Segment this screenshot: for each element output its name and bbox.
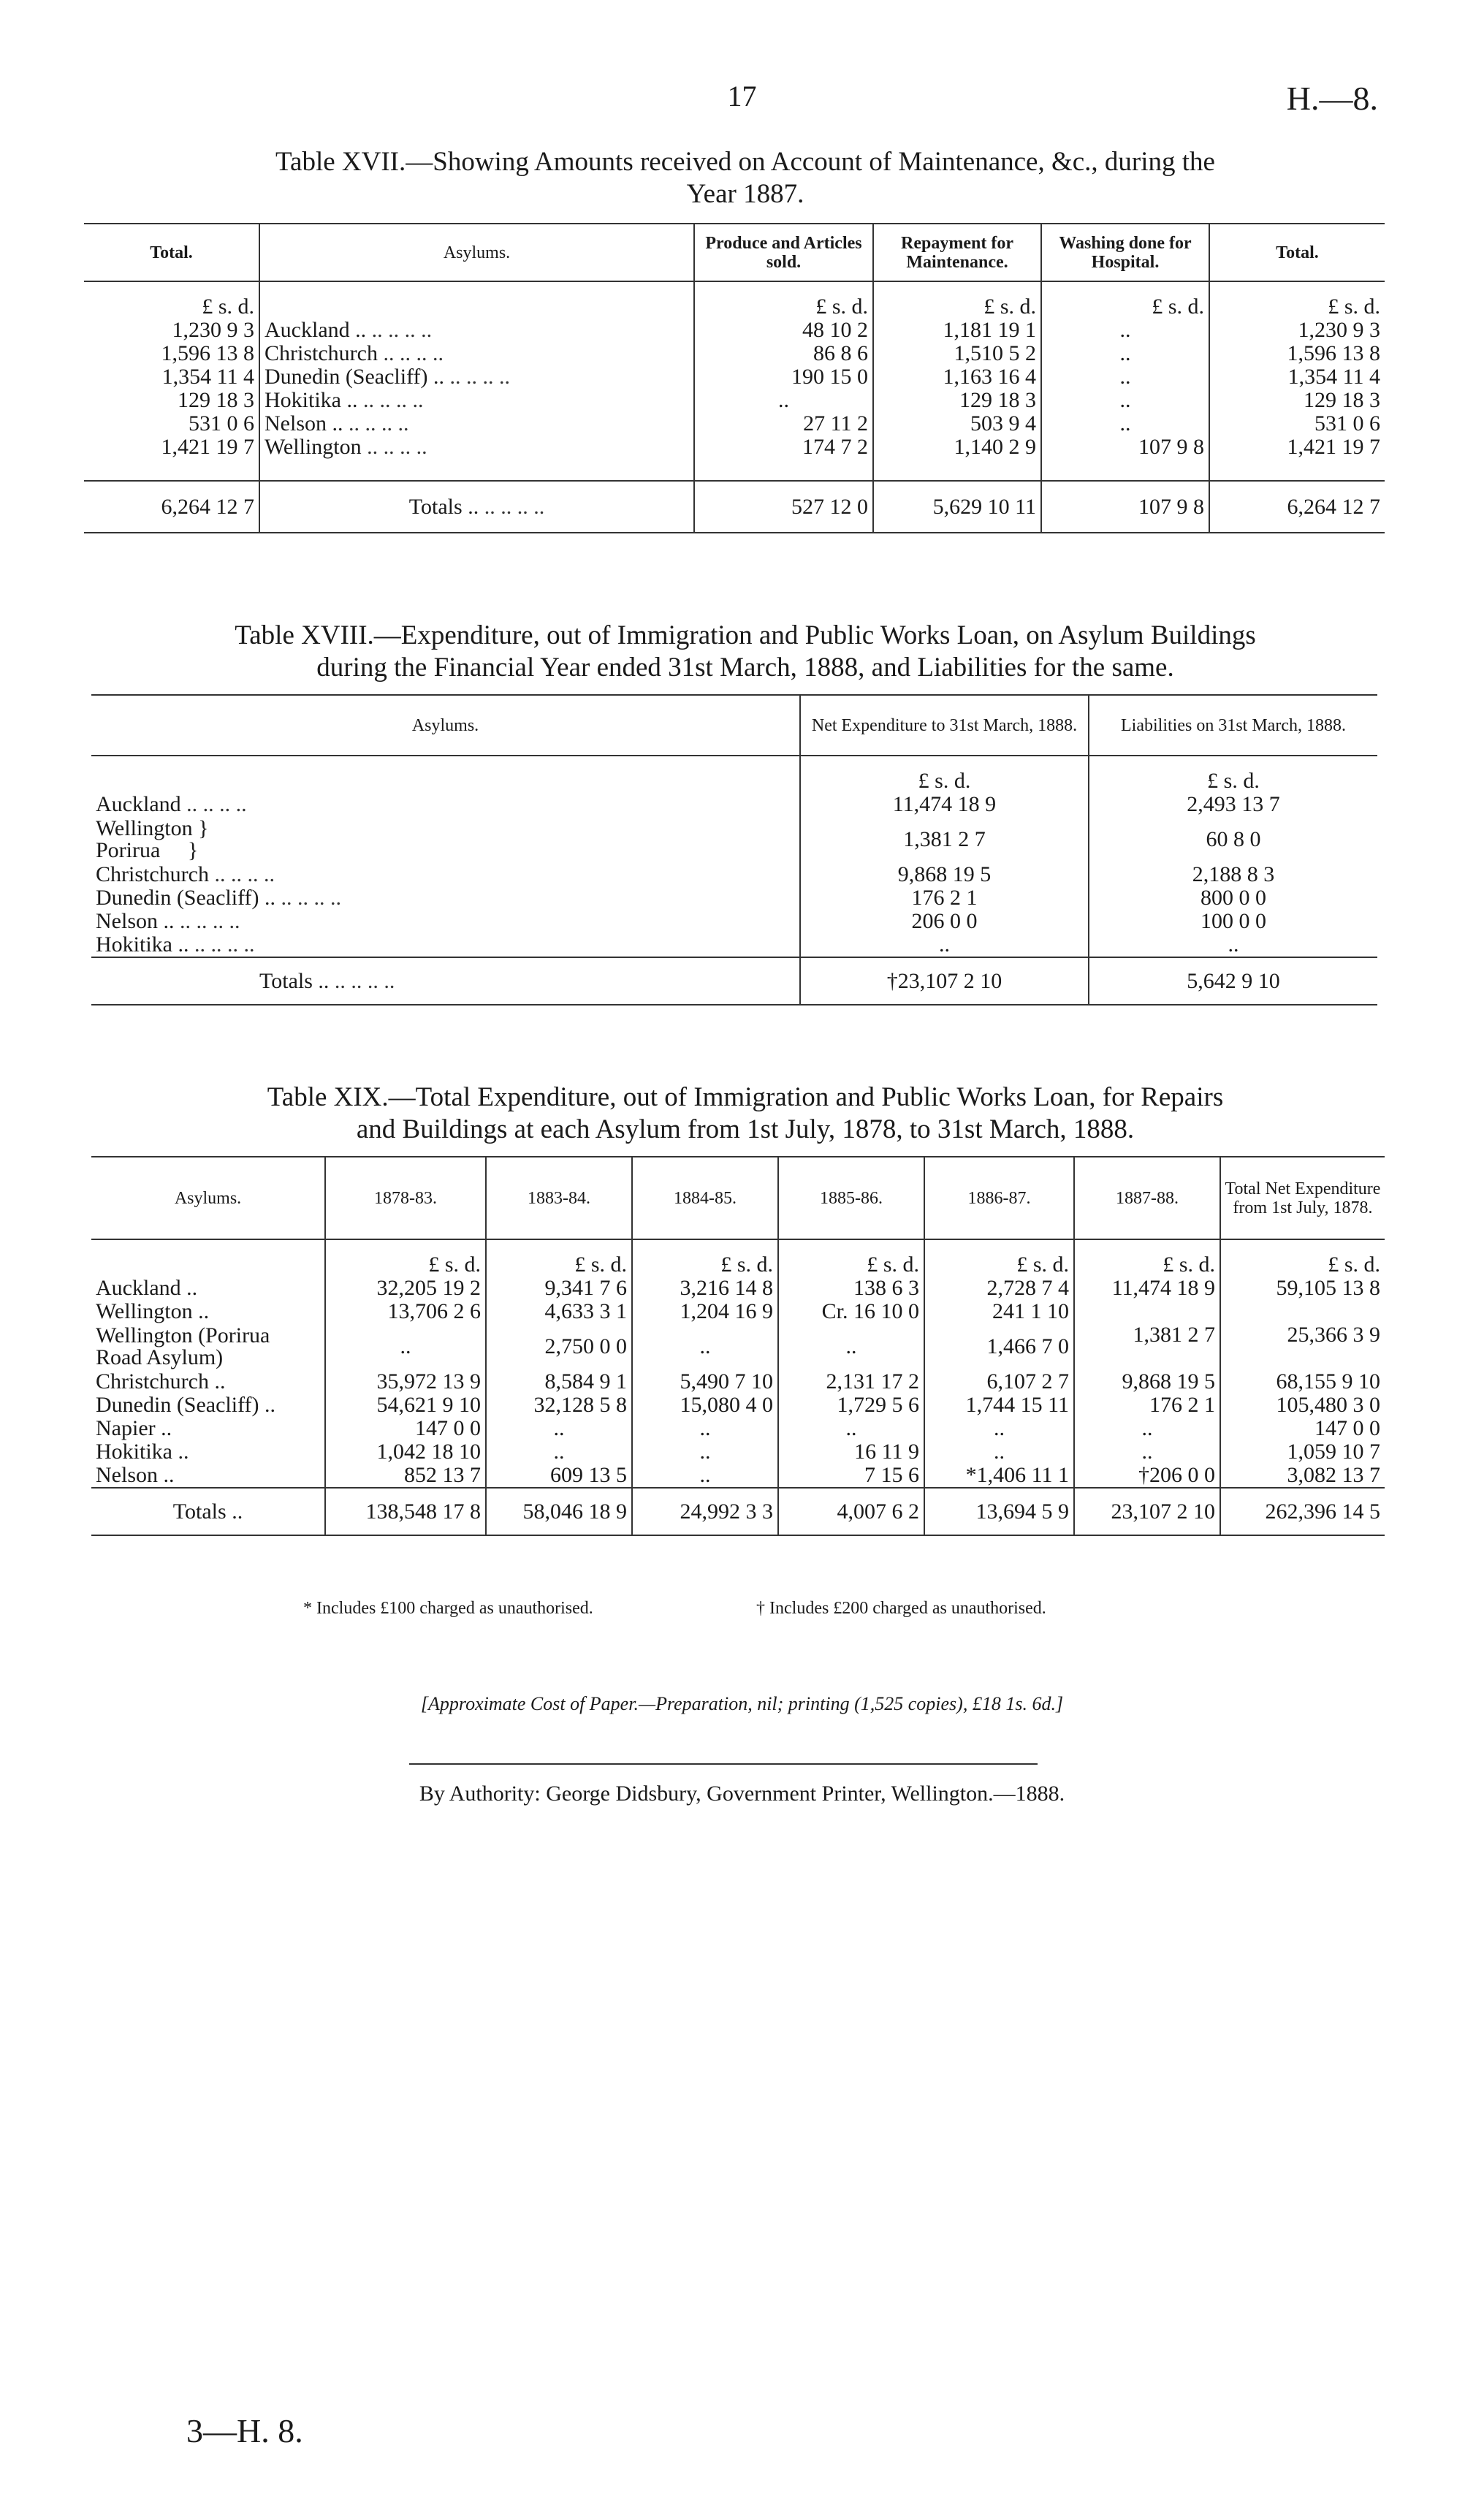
t19-header-1886-87: 1886-87. <box>924 1157 1074 1239</box>
t19-unit-row: £ s. d. £ s. d. £ s. d. £ s. d. £ s. d. £ s. d. £ s. d. <box>91 1239 1385 1277</box>
t19-row: Christchurch .. 35,972 13 9 8,584 9 1 5,490 7 10 2,131 17 2 6,107 2 7 9,868 19 5 68,155 9 10 <box>91 1370 1385 1394</box>
t17-header-repayment: Repayment for Maintenance. <box>873 224 1041 281</box>
table17-bottom-rule <box>84 532 1385 533</box>
t18-row: Nelson .. .. 206 0 0 100 0 0 <box>91 910 1377 933</box>
t19-row: Nelson .. 852 13 7 609 13 5 .. 7 15 6 *1,406 11 1 †206 0 0 3,082 13 7 <box>91 1464 1385 1488</box>
table19-caption <box>91 1081 1399 1146</box>
footnote-unauthorised-200: † Includes £200 charged as unauthorised. <box>756 1599 1046 1618</box>
table17-grid <box>84 224 1385 532</box>
t19-row: Napier .. 147 0 0 .. .. .. .. .. 147 0 0 <box>91 1417 1385 1440</box>
t19-row: Dunedin (Seacliff) .. 54,621 9 10 32,128 5 8 15,080 4 0 1,729 5 6 1,744 15 11 176 2 1 105,480 3 0 <box>91 1394 1385 1417</box>
t17-header-washing: Washing done for Hospital. <box>1041 224 1209 281</box>
footnote-unauthorised-100: * Includes £100 charged as unauthorised. <box>303 1599 593 1618</box>
t19-row: Hokitika .. 1,042 18 10 .. .. 16 11 9 .. .. 1,059 10 7 <box>91 1440 1385 1464</box>
t17-header-produce: Produce and Articles sold. <box>694 224 873 281</box>
page-number: 17 <box>727 80 757 113</box>
table18 <box>91 694 1377 1005</box>
bottom-reference: 3—H. 8. <box>186 2412 303 2449</box>
document-reference: H.—8. <box>1286 80 1378 117</box>
t17-header-asylums: Asylums. <box>259 224 694 281</box>
t18-row: Hokitika .. .. .. .. <box>91 933 1377 957</box>
t17-unit-row: £ s. d. £ s. d. £ s. d. £ s. d. £ s. d. <box>84 281 1385 319</box>
t19-row: Wellington .. 13,706 2 6 4,633 3 1 1,204 16 9 Cr. 16 10 0 241 1 10 1,381 2 7 25,366 3 9 <box>91 1300 1385 1323</box>
table17-caption <box>102 146 1388 210</box>
t19-header-1878-83: 1878-83. <box>325 1157 486 1239</box>
table18-caption-line1: Table XVIII.—Expenditure, out of Immigration and Public Works Loan, on Asylum Buildings <box>235 620 1256 650</box>
printer-imprint: By Authority: George Didsbury, Government Printer, Wellington.—1888. <box>419 1782 1065 1806</box>
t18-row: Christchurch .. 9,868 19 5 2,188 8 3 <box>91 863 1377 886</box>
t17-row: 1,596 13 8 Christchurch .. 86 8 6 1,510 5 2 .. 1,596 13 8 <box>84 342 1385 365</box>
t18-unit-row: £ s. d. £ s. d. <box>91 756 1377 793</box>
t19-header-asylums: Asylums. <box>174 1188 242 1208</box>
t17-row: 1,354 11 4 Dunedin (Seacliff) .. .. 190 15 0 1,163 16 4 .. 1,354 11 4 <box>84 365 1385 389</box>
t17-header-total-right: Total. <box>1209 224 1385 281</box>
t17-row: 129 18 3 Hokitika .. .. .. 129 18 3 .. 129 18 3 <box>84 389 1385 412</box>
table18-caption <box>91 620 1399 684</box>
table19-grid <box>91 1157 1385 1535</box>
table18-caption-line2: during the Financial Year ended 31st March, 1888, and Liabilities for the same. <box>316 653 1174 683</box>
t19-header-1883-84: 1883-84. <box>486 1157 632 1239</box>
t18-totals-row: Totals .. .. †23,107 2 10 5,642 9 10 <box>91 957 1377 1004</box>
t18-header-net-expenditure: Net Expenditure to 31st March, 1888. <box>800 696 1089 756</box>
t17-row: 1,230 9 3 Auckland .. .. 48 10 2 1,181 19 1 .. 1,230 9 3 <box>84 319 1385 342</box>
table17-caption-line1: Table XVII.—Showing Amounts received on Account of Maintenance, &c., during the <box>275 147 1215 177</box>
t17-totals-row: 6,264 12 7 Totals .. .. 527 12 0 5,629 10 11 107 9 8 6,264 12 7 <box>84 481 1385 532</box>
t18-header-liabilities: Liabilities on 31st March, 1888. <box>1089 696 1377 756</box>
t18-row: Dunedin (Seacliff) .. .. 176 2 1 800 0 0 <box>91 886 1377 910</box>
t19-header-1885-86: 1885-86. <box>778 1157 924 1239</box>
t18-row: Wellington } Porirua } 1,381 2 7 60 8 0 <box>91 816 1377 863</box>
t18-row: Auckland .. 11,474 18 9 2,493 13 7 <box>91 793 1377 816</box>
table19-caption-line1: Table XIX.—Total Expenditure, out of Immigration and Public Works Loan, for Repairs <box>267 1082 1224 1112</box>
t19-row: Auckland .. 32,205 19 2 9,341 7 6 3,216 14 8 138 6 3 2,728 7 4 11,474 18 9 59,105 13 8 <box>91 1277 1385 1300</box>
table18-grid <box>91 696 1377 1004</box>
t17-row: 531 0 6 Nelson .. .. 27 11 2 503 9 4 .. 531 0 6 <box>84 412 1385 436</box>
table17-caption-line2: Year 1887. <box>686 179 804 209</box>
imprint-rule <box>409 1763 1038 1765</box>
t17-row: 1,421 19 7 Wellington .. 174 7 2 1,140 2 9 107 9 8 1,421 19 7 <box>84 436 1385 459</box>
t19-header-1887-88: 1887-88. <box>1074 1157 1220 1239</box>
t19-totals-row: Totals .. 138,548 17 8 58,046 18 9 24,992 3 3 4,007 6 2 13,694 5 9 23,107 2 10 262,396 14 5 <box>91 1488 1385 1535</box>
t19-header-1884-85: 1884-85. <box>632 1157 778 1239</box>
t19-row: Wellington (Porirua Road Asylum) .. 2,750 0 0 .. .. 1,466 7 0 <box>91 1323 1385 1370</box>
cost-of-paper-note: [Approximate Cost of Paper.—Preparation, nil; printing (1,525 copies), £18 1s. 6d.] <box>420 1693 1064 1714</box>
t19-header-total-net: Total Net Expenditure from 1st July, 1878. <box>1220 1157 1385 1239</box>
table19-caption-line2: and Buildings at each Asylum from 1st July, 1878, to 31st March, 1888. <box>356 1114 1135 1144</box>
table17 <box>84 223 1385 533</box>
table19 <box>91 1156 1385 1536</box>
t17-header-total-left: Total. <box>150 243 193 262</box>
t18-header-asylums: Asylums. <box>411 715 479 735</box>
